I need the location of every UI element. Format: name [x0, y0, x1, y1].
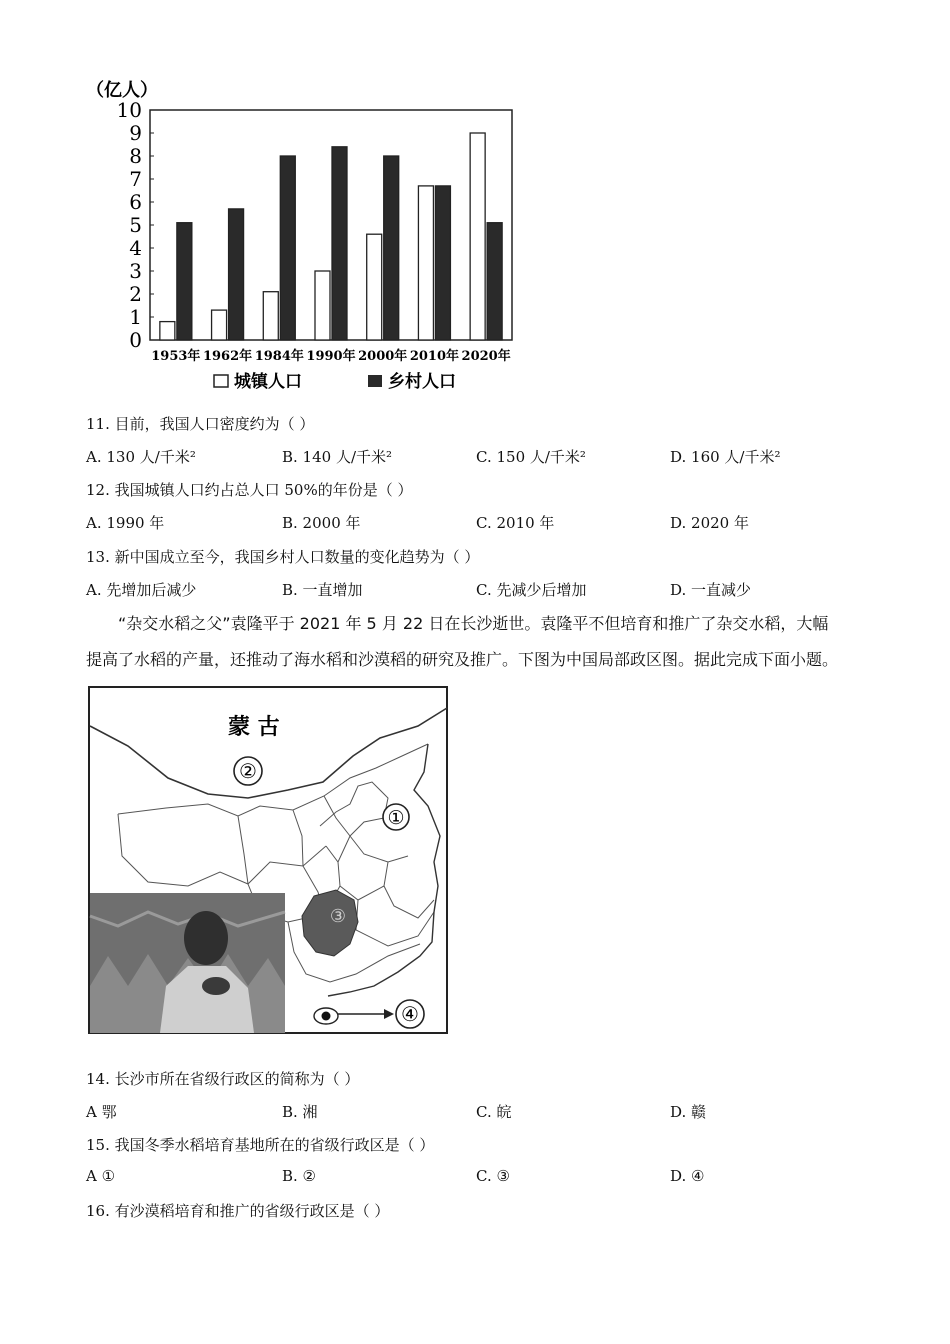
- chart-unit-label: （亿人）: [86, 80, 158, 101]
- question-14: 14. 长沙市所在省级行政区的简称为（ ）: [86, 1070, 360, 1088]
- x-tick-label: 1984年: [254, 349, 304, 364]
- y-tick-label: 4: [129, 236, 142, 260]
- q15-option-a: A ①: [86, 1167, 116, 1185]
- y-tick-label: 10: [116, 98, 142, 122]
- passage: [86, 606, 876, 678]
- q12-option-b: B. 2000 年: [282, 514, 361, 532]
- bar-rural: [332, 147, 347, 340]
- china-partial-map: [88, 686, 450, 1036]
- bar-rural: [435, 186, 450, 340]
- question-11: 11. 目前，我国人口密度约为（ ）: [86, 415, 315, 433]
- marker-4: ④: [401, 1002, 419, 1026]
- marker-3: ③: [329, 906, 347, 927]
- mongolia-label: 蒙 古: [228, 714, 280, 740]
- y-tick-label: 6: [129, 190, 142, 214]
- q13-option-c: C. 先减少后增加: [476, 581, 587, 599]
- legend-label-rural: 乡村人口: [388, 372, 456, 392]
- bar-rural: [384, 156, 399, 340]
- y-tick-label: 2: [129, 282, 142, 306]
- q14-option-b: B. 湘: [282, 1103, 318, 1121]
- question-16: 16. 有沙漠稻培育和推广的省级行政区是（ ）: [86, 1202, 390, 1220]
- q14-option-c: C. 皖: [476, 1103, 512, 1121]
- bar-urban: [212, 310, 227, 340]
- q11-option-a: A. 130 人/千米²: [86, 448, 196, 466]
- chart-plot-frame: [150, 110, 512, 340]
- question-12: 12. 我国城镇人口约占总人口 50%的年份是（ ）: [86, 481, 413, 499]
- bar-rural: [177, 223, 192, 340]
- y-tick-label: 8: [129, 144, 142, 168]
- y-tick-label: 9: [129, 121, 142, 145]
- x-tick-label: 2020年: [461, 349, 511, 364]
- farmer-photo: [90, 893, 285, 1033]
- marker-2: ②: [239, 759, 257, 783]
- x-tick-label: 1962年: [202, 349, 253, 364]
- bar-urban: [470, 133, 485, 340]
- y-tick-label: 1: [129, 305, 142, 329]
- bar-urban: [367, 234, 382, 340]
- legend-swatch-urban: [214, 375, 228, 387]
- y-tick-label: 0: [129, 328, 142, 352]
- q13-option-b: B. 一直增加: [282, 581, 363, 599]
- y-tick-label: 5: [129, 213, 142, 237]
- x-tick-label: 1953年: [151, 349, 201, 364]
- q14-option-d: D. 赣: [670, 1103, 707, 1121]
- passage-line-2: 提高了水稻的产量，还推动了海水稻和沙漠稻的研究及推广。下图为中国局部政区图。据此完成下面小题。: [86, 650, 839, 669]
- question-13: 13. 新中国成立至今，我国乡村人口数量的变化趋势为（ ）: [86, 548, 480, 566]
- q12-option-a: A. 1990 年: [86, 514, 165, 532]
- y-tick-label: 3: [129, 259, 142, 283]
- q15-option-b: B. ②: [282, 1167, 317, 1185]
- q11-option-c: C. 150 人/千米²: [476, 448, 586, 466]
- question-15: 15. 我国冬季水稻培育基地所在的省级行政区是（ ）: [86, 1136, 435, 1154]
- bar-urban: [263, 292, 278, 340]
- q14-option-a: A 鄂: [86, 1103, 117, 1121]
- x-tick-label: 2000年: [358, 349, 408, 364]
- bar-rural: [487, 223, 502, 340]
- bar-rural: [280, 156, 295, 340]
- bar-rural: [229, 209, 244, 340]
- q11-option-d: D. 160 人/千米²: [670, 448, 781, 466]
- bar-urban: [418, 186, 433, 340]
- marker-1: ①: [387, 807, 405, 829]
- q15-option-d: D. ④: [670, 1167, 705, 1185]
- legend-swatch-rural: [368, 375, 382, 387]
- q13-option-d: D. 一直减少: [670, 581, 752, 599]
- population-bar-chart: [86, 76, 526, 396]
- bar-urban: [160, 322, 175, 340]
- y-tick-label: 7: [129, 167, 142, 191]
- q12-option-c: C. 2010 年: [476, 514, 555, 532]
- map-svg: [88, 686, 450, 1036]
- q15-option-c: C. ③: [476, 1167, 510, 1185]
- q13-option-a: A. 先增加后减少: [86, 581, 197, 599]
- q11-option-b: B. 140 人/千米²: [282, 448, 393, 466]
- passage-line-1: “杂交水稻之父”袁隆平于 2021 年 5 月 22 日在长沙逝世。袁隆平不但培育和推广了杂交水稻，大幅: [118, 614, 829, 633]
- legend-label-urban: 城镇人口: [234, 372, 302, 392]
- x-tick-label: 2010年: [409, 349, 460, 364]
- q12-option-d: D. 2020 年: [670, 514, 749, 532]
- x-tick-label: 1990年: [306, 349, 356, 364]
- bar-urban: [315, 271, 330, 340]
- population-chart: [86, 76, 526, 396]
